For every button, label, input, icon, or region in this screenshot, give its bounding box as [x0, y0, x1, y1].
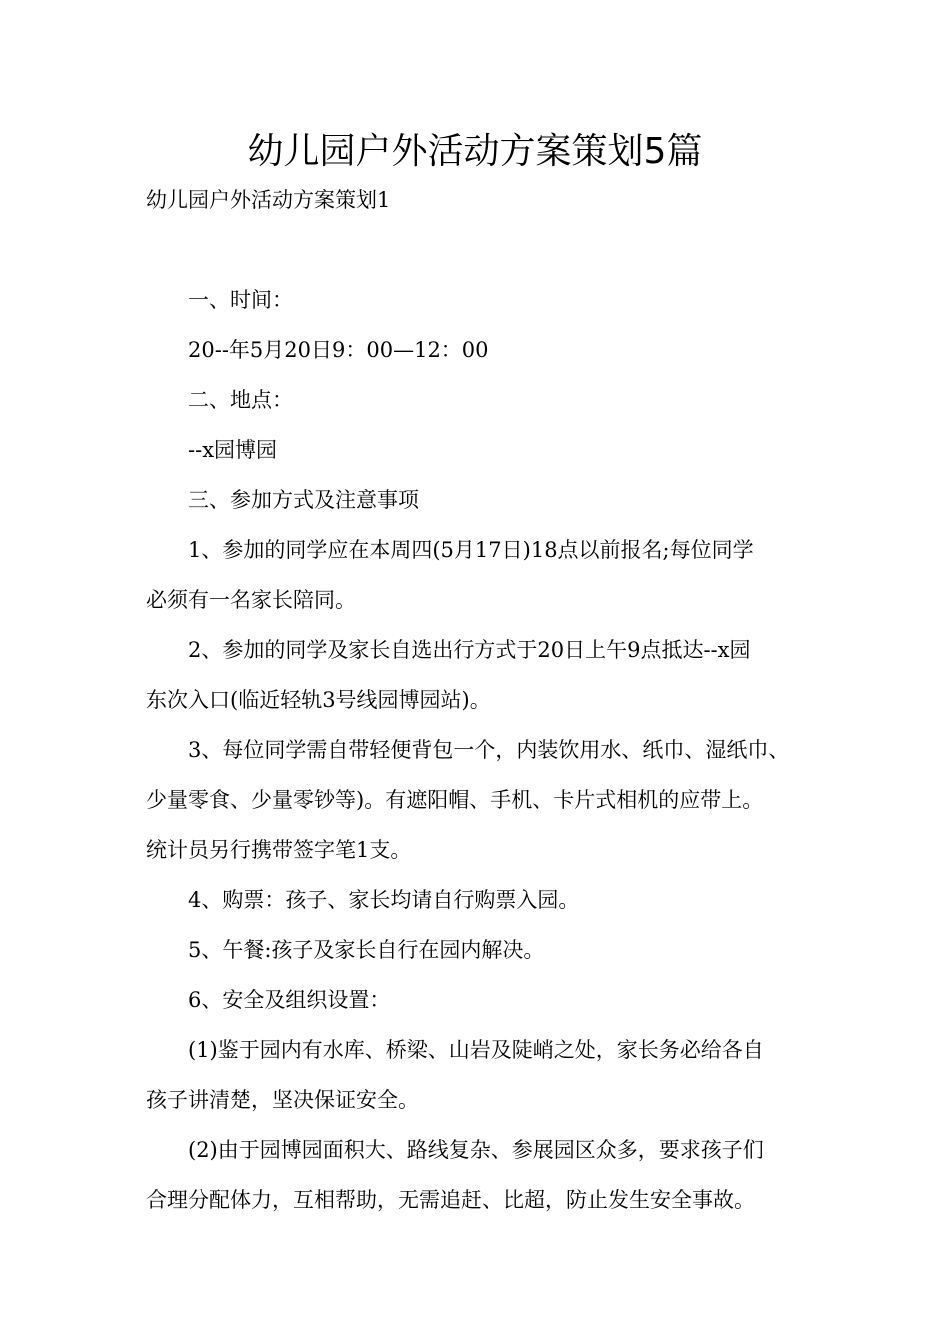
paragraph-item-3-line-2: 少量零食、少量零钞等)。有遮阳帽、手机、卡片式相机的应带上。	[146, 788, 764, 812]
paragraph-item-3-line-1: 3、每位同学需自带轻便背包一个，内装饮用水、纸巾、湿纸巾、	[188, 738, 790, 762]
paragraph-subitem-2-line-2: 合理分配体力，互相帮助，无需追赶、比超，防止发生安全事故。	[146, 1188, 755, 1212]
paragraph-item-2-line-1: 2、参加的同学及家长自选出行方式于20日上午9点抵达--x园	[188, 638, 751, 662]
paragraph-item-2-line-2: 东次入口(临近轻轨3号线园博园站)。	[146, 688, 491, 712]
paragraph-time-value: 20--年5月20日9：00—12：00	[188, 338, 489, 362]
paragraph-subitem-2-line-1: (2)由于园博园面积大、路线复杂、参展园区众多，要求孩子们	[188, 1138, 764, 1162]
paragraph-item-1-line-2: 必须有一名家长陪同。	[146, 588, 356, 612]
paragraph-subitem-1-line-2: 孩子讲清楚，坚决保证安全。	[146, 1088, 419, 1112]
paragraph-location-value: --x园博园	[188, 438, 278, 462]
paragraph-item-4: 4、购票：孩子、家长均请自行购票入园。	[188, 888, 580, 912]
paragraph-item-3-line-3: 统计员另行携带签字笔1支。	[146, 838, 412, 862]
paragraph-item-6-heading: 6、安全及组织设置：	[188, 988, 391, 1012]
paragraph-subitem-1-line-1: (1)鉴于园内有水库、桥梁、山岩及陡峭之处，家长务必给各自	[188, 1038, 764, 1062]
paragraph-item-1-line-1: 1、参加的同学应在本周四(5月17日)18点以前报名;每位同学	[188, 538, 754, 562]
section-heading-participation: 三、参加方式及注意事项	[188, 488, 419, 512]
document-subtitle: 幼儿园户外活动方案策划1	[146, 188, 391, 212]
document-title: 幼儿园户外活动方案策划5篇	[247, 131, 703, 172]
section-heading-location: 二、地点：	[188, 388, 293, 412]
paragraph-item-5: 5、午餐:孩子及家长自行在园内解决。	[188, 938, 545, 962]
section-heading-time: 一、时间：	[188, 288, 293, 312]
